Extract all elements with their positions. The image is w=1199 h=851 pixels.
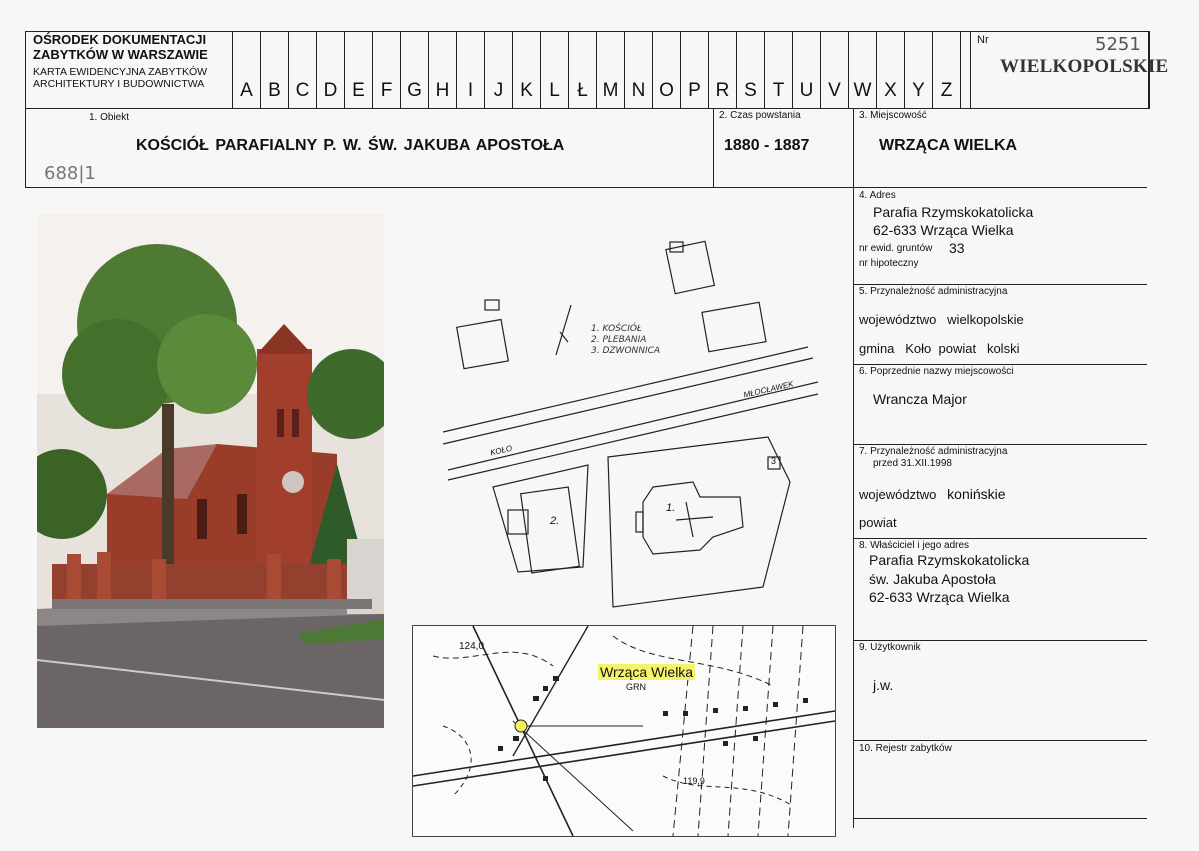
institution-title: OŚRODEK DOKUMENTACJI ZABYTKÓW W WARSZAWIE <box>33 32 208 62</box>
road-label-west: KOŁO <box>489 443 513 458</box>
poprzednie-label: 6. Poprzednie nazwy miejscowości <box>859 366 1014 377</box>
letter-cell-4: E <box>344 31 372 108</box>
powiat-old-label: powiat <box>859 515 897 530</box>
wojewodztwo-value: wielkopolskie <box>947 312 1024 327</box>
woj-old-row <box>859 486 1006 502</box>
przynaleznosc-label: 5. Przynależność administracyjna <box>859 286 1008 297</box>
rejestr-label: 10. Rejestr zabytków <box>859 743 952 754</box>
letter-index <box>232 31 970 108</box>
letter-cell-6: G <box>400 31 428 108</box>
letter-cell-20: U <box>792 31 820 108</box>
site-plan <box>438 232 838 614</box>
powiat-value: kolski <box>986 341 1020 356</box>
letter-cell-13: M <box>596 31 624 108</box>
czas-label: 2. Czas powstania <box>719 110 801 121</box>
handwritten-note: 688|1 <box>44 163 96 184</box>
miejscowosc-label: 3. Miejscowość <box>859 110 927 121</box>
map-elevation-1: 124,0 <box>459 641 485 652</box>
plan-mark-1: 1. <box>666 502 676 514</box>
letter-cell-24: Y <box>904 31 932 108</box>
uzytkownik-value: j.w. <box>873 677 894 693</box>
adres-line2: 62-633 Wrząca Wielka <box>873 222 1014 238</box>
letter-cell-7: H <box>428 31 456 108</box>
plan-legend: 1. KOŚCIÓŁ 2. PLEBANIA 3. DZWONNICA <box>591 324 661 356</box>
adres-label: 4. Adres <box>859 190 896 201</box>
wlasciciel-label: 8. Właściciel i jego adres <box>859 540 970 551</box>
letter-cell-8: I <box>456 31 484 108</box>
gmina-value: Koło <box>905 341 932 356</box>
ewid-value: 33 <box>949 240 965 256</box>
letter-cell-9: J <box>484 31 512 108</box>
letter-cell-3: D <box>316 31 344 108</box>
map-elevation-2: 119,9 <box>683 776 705 786</box>
church-photo <box>37 214 384 728</box>
region-stamp: WIELKOPOLSKIE <box>1000 56 1169 77</box>
plan-mark-3: 3 <box>771 456 777 466</box>
plan-mark-2: 2. <box>550 515 560 527</box>
poprzednie-value: Wrancza Major <box>873 391 967 407</box>
przyn-old-label: 7. Przynależność administracyjna <box>859 446 1008 457</box>
wlasciciel-line2: św. Jakuba Apostoła <box>869 571 996 587</box>
letter-cell-14: N <box>624 31 652 108</box>
obiekt-value: KOŚCIÓŁ PARAFIALNY P. W. ŚW. JAKUBA APOSTOŁA <box>136 137 565 154</box>
letter-cell-22: W <box>848 31 876 108</box>
powiat-label: powiat <box>938 341 977 356</box>
letter-cell-21: V <box>820 31 848 108</box>
wojewodztwo-row <box>859 312 1024 327</box>
wojewodztwo-label: województwo <box>859 312 937 327</box>
przyn-old-sub: przed 31.XII.1998 <box>873 458 952 469</box>
map-place-label: Wrząca Wielka <box>600 664 694 680</box>
wlasciciel-line1: Parafia Rzymskokatolicka <box>869 552 1030 568</box>
road-label-east: MŁOCŁAWEK <box>742 379 795 400</box>
letter-cell-2: C <box>288 31 316 108</box>
letter-cell-11: L <box>540 31 568 108</box>
letter-cell-15: O <box>652 31 680 108</box>
card-subtitle: KARTA EWIDENCYJNA ZABYTKÓW ARCHITEKTURY I BUDOWNICTWA <box>33 66 208 90</box>
nr-number: 5251 <box>1095 34 1141 55</box>
letter-cell-25: Z <box>932 31 960 108</box>
nr-label: Nr <box>977 34 989 46</box>
letter-cell-16: P <box>680 31 708 108</box>
adres-line1: Parafia Rzymskokatolicka <box>873 204 1034 220</box>
gmina-label: gmina <box>859 341 895 356</box>
letter-cell-19: T <box>764 31 792 108</box>
hipoteczny-label: nr hipoteczny <box>859 258 919 269</box>
letter-cell-12: Ł <box>568 31 596 108</box>
miejscowosc-value: WRZĄCA WIELKA <box>879 137 1018 154</box>
location-map <box>412 625 836 837</box>
wlasciciel-line3: 62-633 Wrząca Wielka <box>869 589 1010 605</box>
letter-cell-23: X <box>876 31 904 108</box>
letter-cell-1: B <box>260 31 288 108</box>
gmina-row <box>859 341 1019 356</box>
letter-cell-17: R <box>708 31 736 108</box>
ewid-label: nr ewid. gruntów <box>859 243 933 254</box>
obiekt-label: 1. Obiekt <box>89 112 130 123</box>
woj-old-value: konińskie <box>947 486 1006 502</box>
map-grn-label: GRN <box>626 682 646 692</box>
letter-cell-0: A <box>232 31 260 108</box>
letter-cell-18: S <box>736 31 764 108</box>
woj-old-label: województwo <box>859 487 937 502</box>
czas-value: 1880 - 1887 <box>724 137 810 154</box>
letter-cell-10: K <box>512 31 540 108</box>
uzytkownik-label: 9. Użytkownik <box>859 642 921 653</box>
letter-cell-5: F <box>372 31 400 108</box>
letter-end-border <box>960 31 970 108</box>
